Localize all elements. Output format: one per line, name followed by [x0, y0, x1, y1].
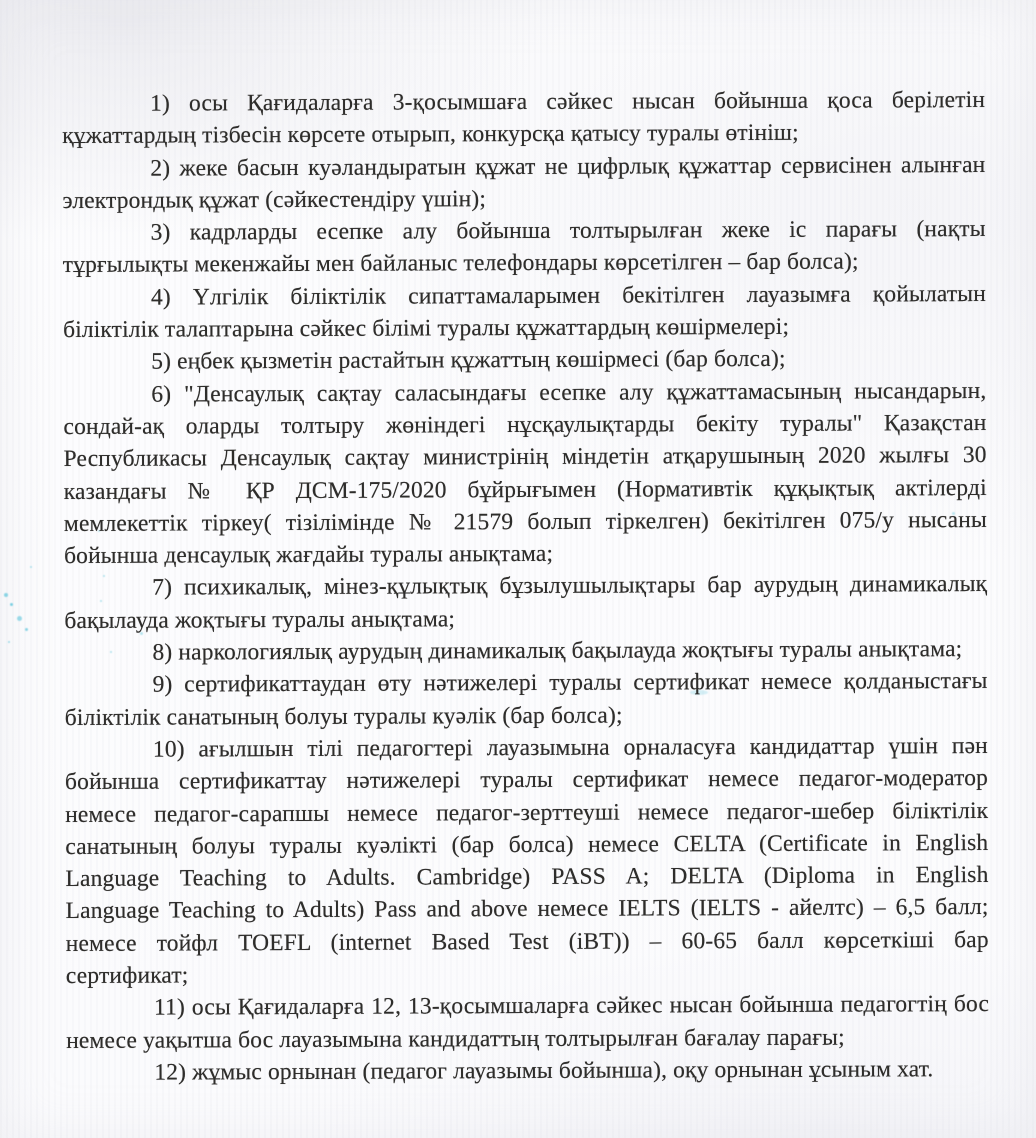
paragraph: [63, 278, 986, 347]
ink-speckle: [8, 641, 10, 643]
text-line: санатының болуы туралы куәлікті (бар болса) немесе CELTA (Certificate in English: [65, 829, 989, 860]
ink-speckle: [10, 603, 13, 606]
text-line: 8) наркологиялық аурудың динамикалық бақылауда жоқтығы туралы анықтама;: [152, 636, 963, 666]
text-line: тұрғылықты мекенжайы мен байланыс телефондары көрсетілген – бар болса);: [62, 249, 859, 279]
paragraph: [64, 633, 987, 669]
text-line: 5) еңбек қызметін растайтын құжаттың көшірмесі (бар болса);: [151, 346, 786, 375]
text-line: 4) Үлгілік біліктілік сипаттамаларымен бекітілген лауазымға қойылатын: [150, 280, 986, 311]
ink-speckle: [30, 566, 32, 568]
paragraph: [66, 988, 989, 1057]
text-line: немесе уақытша бос лауазымына кандидаттың толтырылған бағалау парағы;: [66, 1024, 845, 1054]
text-line: 11) осы Қағидаларға 12, 13-қосымшаларға сәйкес нысан бойынша педагогтің бос: [153, 991, 990, 1021]
ink-speckle: [4, 593, 8, 597]
ink-speckle: [17, 616, 22, 621]
paragraph: [65, 730, 989, 992]
text-line: біліктілік талаптарына сәйкес білімі туралы құжаттардың көшірмелері;: [62, 313, 790, 344]
text-line: Республикасы Денсаулық сақтау министрінің міндетін атқарушының 2020 жылғы 30: [63, 442, 987, 473]
text-line: 6) "Денсаулық сақтау саласындағы есепке алу құжаттамасының нысандарын,: [151, 377, 987, 408]
text-line: немесе тойфл TOEFL (internet Based Test (iBT)) – 60-65 балл көрсеткіші бар: [65, 926, 989, 957]
text-line: 12) жұмыс орнынан (педагог лауазымы бойынша), оқу орнынан ұсыным хат.: [154, 1056, 934, 1086]
document-text: [62, 84, 989, 1089]
text-line: 1) осы Қағидаларға 3-қосымшаға сәйкес нысан бойынша қоса берілетін: [150, 86, 986, 117]
text-line: бойынша сертификаттау нәтижелері туралы сертификат немесе педагог-модератор: [64, 765, 989, 796]
text-line: электрондық құжат (сәйкестендіру үшін);: [62, 186, 487, 214]
paragraph: [65, 665, 988, 734]
text-line: мемлекеттік тіркеу( тізілімінде № 21579 болып тіркелген) бекітілген 075/у нысаны: [63, 506, 987, 537]
paragraph: [63, 375, 987, 573]
paragraph: [63, 213, 986, 282]
text-line: 9) сертификаттаудан өту нәтижелері туралы сертификат немесе қолданыстағы: [152, 668, 988, 698]
text-line: сондай-ақ оларды толтыру жөніндегі нұсқаулықтарды бекіту туралы" Қазақстан: [63, 409, 987, 440]
paragraph: [62, 149, 985, 218]
text-line: 10) ағылшын тілі педагогтері лауазымына орналасуға кандидаттар үшін пән: [152, 732, 988, 763]
text-line: немесе педагог-сарапшы немесе педагог-зерттеуші немесе педагог-шебер біліктілік: [65, 797, 989, 828]
text-line: бойынша денсаулық жағдайы туралы анықтама;: [63, 541, 554, 570]
text-line: Language Teaching to Adults) Pass and above немесе IELTS (IELTS - айелтс) – 6,5 балл;: [65, 894, 989, 925]
paragraph: [62, 84, 985, 153]
text-line: Language Teaching to Adults. Cambridge) PASS A; DELTA (Diploma in English: [65, 862, 989, 893]
text-line: біліктілік санатының болуы туралы куәлік (бар болса);: [64, 702, 623, 731]
ink-speckle: [25, 628, 28, 631]
text-line: 2) жеке басын куәландыратын құжат не цифрлық құжаттар сервисінен алынған: [150, 151, 986, 182]
text-line: бақылауда жоқтығы туралы анықтама;: [64, 606, 456, 634]
text-line: құжаттардың тізбесін көрсете отырып, конкурсқа қатысу туралы өтініш;: [62, 120, 799, 150]
paragraph: [66, 1053, 989, 1089]
text-line: сертификат;: [65, 962, 189, 990]
text-line: 3) кадрларды есепке алу бойынша толтырылған жеке іс парағы (нақты: [150, 216, 986, 246]
text-line: 7) психикалық, мінез-құлықтық бұзылушылықтары бар аурудың динамикалық: [152, 571, 988, 602]
paragraph: [64, 568, 987, 637]
text-line: казандағы № ҚР ДСМ-175/2020 бұйрығымен (Нормативтік құқықтық актілерді: [63, 474, 987, 505]
paragraph: [63, 342, 986, 378]
